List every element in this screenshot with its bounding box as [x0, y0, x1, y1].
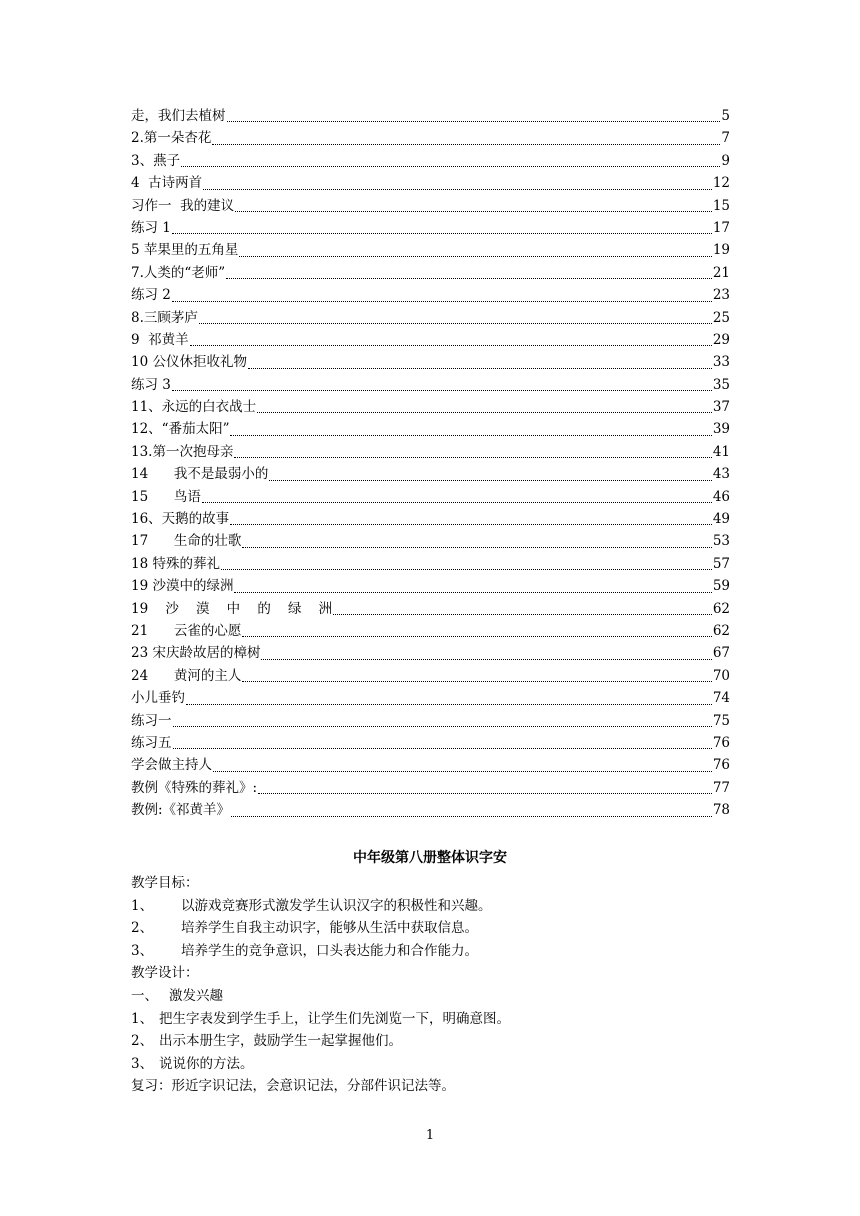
toc-entry-title: 13.第一次抱母亲 [131, 443, 234, 460]
toc-entry-title: 19 沙 漠 中 的 绿 洲 [131, 600, 333, 617]
document-title: 中年级第八册整体识字安 [353, 850, 507, 866]
toc-entry-page: 75 [712, 712, 730, 729]
step-text: 把生字表发到学生手上，让学生们先浏览一下，明确意图。 [159, 1010, 510, 1027]
toc-entry-page: 46 [712, 488, 730, 505]
toc-entry-title: 3、燕子 [131, 152, 181, 169]
toc-entry-title: 学会做主持人 [131, 757, 212, 774]
toc-dot-leader [173, 726, 712, 727]
toc-entry[interactable] [131, 195, 730, 217]
toc-entry[interactable] [131, 508, 730, 530]
toc-entry-page: 35 [712, 376, 730, 393]
design-heading: 教学设计： [131, 965, 199, 982]
toc-entry[interactable] [131, 642, 730, 664]
toc-entry-title: 11、永远的白衣战士 [131, 399, 257, 416]
toc-dot-leader [230, 524, 712, 525]
toc-dot-leader [226, 278, 712, 279]
goal-number: 1、 [131, 897, 154, 914]
toc-entry-page: 62 [712, 622, 730, 639]
table-of-contents [131, 105, 730, 822]
toc-entry[interactable] [131, 351, 730, 373]
toc-entry-title: 练习一 [131, 712, 172, 729]
toc-entry-page: 7 [721, 130, 730, 147]
toc-entry[interactable] [131, 754, 730, 776]
toc-entry-title: 练习 1 [131, 219, 171, 236]
goals-heading: 教学目标： [131, 875, 199, 891]
toc-entry-title: 15 鸟语 [131, 488, 201, 505]
toc-dot-leader [231, 816, 712, 817]
toc-entry-title: 14 我不是最弱小的 [131, 466, 269, 483]
toc-entry-page: 33 [712, 354, 730, 371]
toc-entry[interactable] [131, 307, 730, 329]
goal-number: 2、 [131, 920, 154, 937]
toc-entry-title: 走，我们去植树 [131, 108, 226, 124]
toc-entry-page: 37 [712, 399, 730, 416]
toc-entry-page: 62 [712, 600, 730, 617]
toc-entry[interactable] [131, 284, 730, 306]
toc-dot-leader [203, 189, 712, 190]
step-item [131, 1008, 731, 1031]
toc-entry[interactable] [131, 172, 730, 194]
toc-entry-page: 39 [712, 421, 730, 438]
document-body [131, 872, 731, 1098]
toc-entry-page: 17 [712, 219, 730, 236]
step-number: 2、 [131, 1033, 154, 1050]
toc-entry[interactable] [131, 598, 730, 620]
toc-entry-title: 5 苹果里的五角星 [131, 242, 239, 259]
page-number: 1 [425, 1128, 435, 1143]
section-text: 激发兴趣 [169, 987, 223, 1004]
toc-entry-page: 25 [712, 309, 730, 326]
toc-entry[interactable] [131, 150, 730, 172]
toc-dot-leader [235, 211, 712, 212]
toc-entry-page: 74 [712, 690, 730, 707]
toc-entry-title: 12、“番茄太阳” [131, 421, 230, 438]
step-number: 1、 [131, 1010, 154, 1027]
toc-entry-title: 24 黄河的主人 [131, 667, 242, 684]
toc-entry-title: 2.第一朵杏花 [131, 130, 212, 147]
toc-entry-title: 4 古诗两首 [131, 175, 203, 192]
toc-entry[interactable] [131, 463, 730, 485]
toc-entry-page: 21 [712, 264, 730, 281]
toc-entry-page: 77 [712, 779, 730, 796]
toc-entry-title: 21 云雀的心愿 [131, 622, 242, 639]
step-text: 出示本册生字，鼓励学生一起掌握他们。 [159, 1033, 402, 1050]
step-text: 说说你的方法。 [159, 1055, 254, 1072]
toc-entry-title: 7.人类的“老师” [131, 264, 226, 281]
toc-entry-page: 49 [712, 511, 730, 528]
toc-entry-page: 76 [712, 757, 730, 774]
toc-dot-leader [172, 390, 712, 391]
toc-dot-leader [186, 704, 712, 705]
toc-entry-title: 教例《特殊的葬礼》: [131, 779, 258, 796]
toc-dot-leader [213, 771, 712, 772]
toc-entry[interactable] [131, 329, 730, 351]
toc-entry-title: 习作一 我的建议 [131, 197, 235, 214]
toc-dot-leader [258, 793, 712, 794]
toc-entry-page: 43 [712, 466, 730, 483]
goal-item [131, 940, 731, 963]
goal-text: 培养学生自我主动识字，能够从生活中获取信息。 [181, 920, 478, 937]
toc-dot-leader [172, 301, 712, 302]
toc-entry[interactable] [131, 799, 730, 821]
review-line: 复习：形近字识记法，会意识记法，分部件识记法等。 [131, 1078, 455, 1095]
toc-entry-title: 练习 3 [131, 376, 171, 393]
toc-entry-page: 67 [712, 645, 730, 662]
toc-entry-title: 17 生命的壮歌 [131, 533, 242, 550]
toc-entry-title: 练习 2 [131, 287, 171, 304]
toc-entry[interactable] [131, 553, 730, 575]
toc-entry[interactable] [131, 374, 730, 396]
toc-entry-page: 59 [712, 578, 730, 595]
toc-entry-page: 29 [712, 331, 730, 348]
toc-dot-leader [227, 121, 721, 122]
toc-entry-page: 12 [712, 175, 730, 192]
toc-entry[interactable] [131, 777, 730, 799]
toc-entry[interactable] [131, 530, 730, 552]
toc-dot-leader [173, 748, 712, 749]
toc-dot-leader [230, 435, 711, 436]
toc-entry[interactable] [131, 262, 730, 284]
toc-entry-page: 23 [712, 287, 730, 304]
toc-entry-page: 9 [721, 152, 730, 169]
toc-entry-title: 教例:《祁黄羊》 [131, 802, 231, 819]
toc-dot-leader [242, 681, 711, 682]
toc-dot-leader [257, 412, 712, 413]
toc-entry[interactable] [131, 665, 730, 687]
toc-entry-title: 23 宋庆龄故居的樟树 [131, 645, 261, 662]
toc-dot-leader [190, 345, 712, 346]
goal-item [131, 917, 731, 940]
toc-entry[interactable] [131, 217, 730, 239]
step-item [131, 1053, 731, 1076]
toc-entry[interactable] [131, 418, 730, 440]
toc-dot-leader [269, 480, 711, 481]
toc-entry-title: 8.三顾茅庐 [131, 309, 198, 326]
toc-entry[interactable] [131, 396, 730, 418]
toc-entry-page: 57 [712, 555, 730, 572]
toc-dot-leader [234, 592, 711, 593]
toc-dot-leader [199, 323, 712, 324]
toc-entry[interactable] [131, 486, 730, 508]
toc-entry[interactable] [131, 575, 730, 597]
toc-entry[interactable] [131, 239, 730, 261]
toc-entry[interactable] [131, 710, 730, 732]
toc-entry-title: 18 特殊的葬礼 [131, 555, 220, 572]
toc-dot-leader [248, 368, 712, 369]
toc-entry-title: 19 沙漠中的绿洲 [131, 578, 234, 595]
toc-entry-page: 70 [712, 667, 730, 684]
toc-entry[interactable] [131, 732, 730, 754]
toc-dot-leader [261, 659, 711, 660]
toc-entry[interactable] [131, 687, 730, 709]
toc-entry-page: 76 [712, 734, 730, 751]
toc-entry[interactable] [131, 105, 730, 127]
toc-entry-title: 16、天鹅的故事 [131, 511, 230, 528]
step-number: 3、 [131, 1055, 154, 1072]
goal-number: 3、 [131, 942, 154, 959]
section-heading [131, 985, 731, 1008]
toc-dot-leader [242, 547, 711, 548]
toc-entry[interactable] [131, 441, 730, 463]
toc-dot-leader [212, 144, 720, 145]
goal-text: 培养学生的竞争意识，口头表达能力和合作能力。 [181, 942, 478, 959]
toc-entry-page: 15 [712, 197, 730, 214]
toc-dot-leader [333, 614, 712, 615]
toc-entry-title: 9 祁黄羊 [131, 331, 189, 348]
toc-entry[interactable] [131, 127, 730, 149]
toc-entry-page: 41 [712, 443, 730, 460]
toc-dot-leader [221, 569, 712, 570]
toc-dot-leader [242, 636, 711, 637]
toc-dot-leader [181, 166, 720, 167]
goal-item [131, 895, 731, 918]
toc-entry[interactable] [131, 620, 730, 642]
goal-text: 以游戏竞赛形式激发学生认识汉字的积极性和兴趣。 [181, 897, 492, 914]
step-item [131, 1030, 731, 1053]
toc-entry-page: 5 [721, 108, 730, 124]
toc-dot-leader [239, 256, 711, 257]
toc-entry-page: 53 [712, 533, 730, 550]
toc-entry-title: 小儿垂钓 [131, 690, 185, 707]
toc-dot-leader [172, 233, 712, 234]
toc-entry-page: 78 [712, 802, 730, 819]
toc-entry-title: 练习五 [131, 734, 172, 751]
toc-dot-leader [234, 457, 711, 458]
toc-entry-title: 10 公仪休拒收礼物 [131, 354, 247, 371]
toc-entry-page: 19 [712, 242, 730, 259]
toc-dot-leader [202, 502, 712, 503]
section-number: 一、 [131, 987, 158, 1004]
